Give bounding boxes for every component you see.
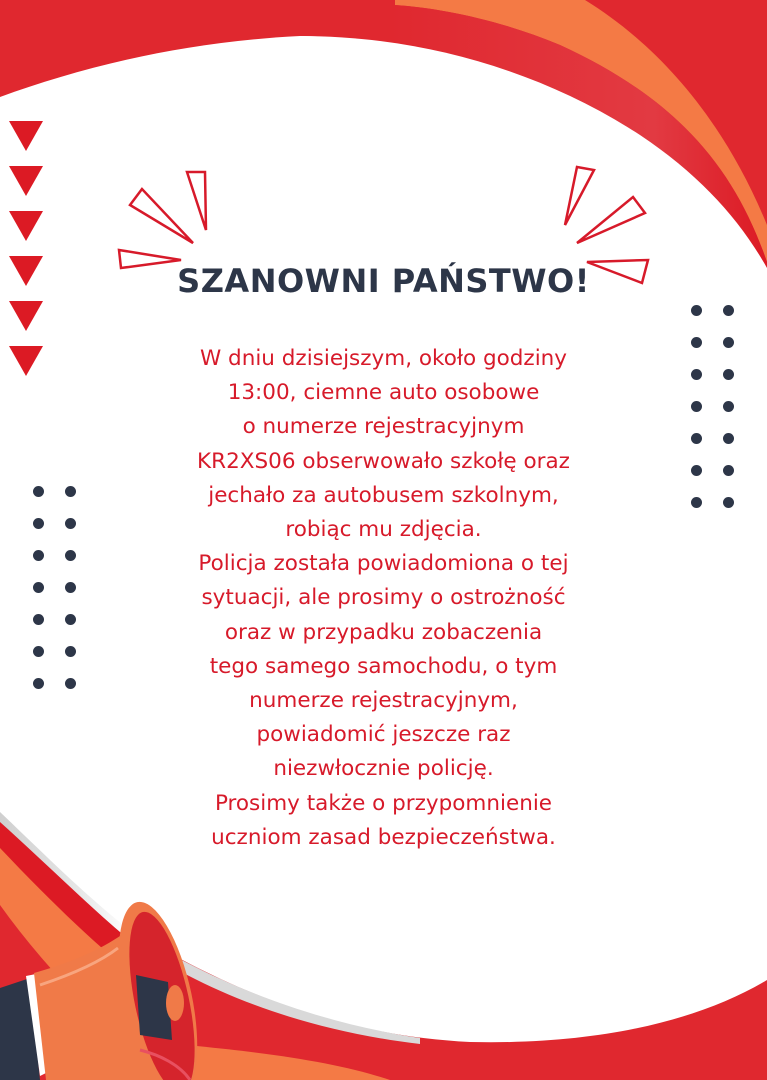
body-line: niezwłocznie policję. [273,756,494,782]
triangle-arrow-icon [9,301,43,331]
body-line: sytuacji, ale prosimy o ostrożność [201,585,566,611]
body-line: robiąc mu zdjęcia. [285,517,482,543]
poster-title: SZANOWNI PAŃSTWO! [177,262,590,300]
triangle-arrow-icon [9,121,43,151]
body-line: uczniom zasad bezpieczeństwa. [211,824,556,850]
body-line: powiadomić jeszcze raz [256,722,511,748]
announcement-body [120,342,647,855]
body-line: Prosimy także o przypomnienie [214,790,553,816]
body-line: o numerze rejestracyjnym [242,414,525,440]
body-line: Policja została powiadomiona o tej [198,551,569,577]
triangle-arrow-icon [9,211,43,241]
body-line: jechało za autobusem szkolnym, [208,482,559,508]
body-line: numerze rejestracyjnym, [249,688,518,714]
triangle-arrow-icon [9,346,43,376]
body-line: oraz w przypadku zobaczenia [224,619,543,645]
body-line: tego samego samochodu, o tym [209,653,558,679]
body-line: 13:00, ciemne auto osobowe [227,380,540,406]
body-line: KR2XS06 obserwowało szkołę oraz [197,448,570,474]
triangle-arrow-icon [9,166,43,196]
body-line: W dniu dzisiejszym, około godziny [199,346,568,371]
